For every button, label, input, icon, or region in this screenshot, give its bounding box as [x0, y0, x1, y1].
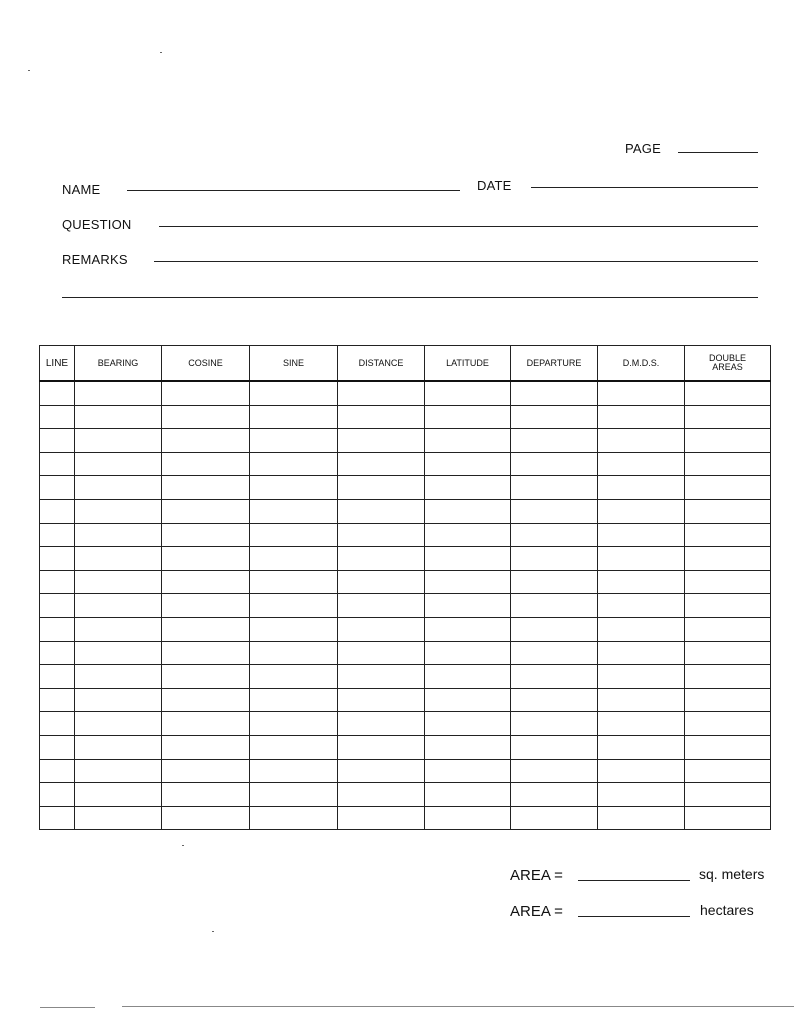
- cell-dmds[interactable]: [598, 617, 685, 641]
- cell-latitude[interactable]: [425, 783, 511, 807]
- cell-distance[interactable]: [338, 688, 425, 712]
- cell-latitude[interactable]: [425, 452, 511, 476]
- cell-bearing[interactable]: [75, 594, 162, 618]
- column-header-dmds: D.M.D.S.: [598, 346, 685, 382]
- unit-sq-meters: sq. meters: [699, 866, 765, 882]
- cell-cosine[interactable]: [162, 523, 250, 547]
- table-row: [40, 570, 771, 594]
- cell-latitude[interactable]: [425, 476, 511, 500]
- cell-cosine[interactable]: [162, 735, 250, 759]
- table-row: [40, 523, 771, 547]
- cell-dmds[interactable]: [598, 523, 685, 547]
- cell-double-areas[interactable]: [685, 688, 771, 712]
- name-field[interactable]: [127, 190, 460, 191]
- cell-departure[interactable]: [511, 381, 598, 405]
- cell-bearing[interactable]: [75, 452, 162, 476]
- cell-sine[interactable]: [250, 476, 338, 500]
- cell-cosine[interactable]: [162, 547, 250, 571]
- cell-dmds[interactable]: [598, 712, 685, 736]
- table-row: [40, 688, 771, 712]
- cell-line[interactable]: [40, 759, 75, 783]
- cell-dmds[interactable]: [598, 547, 685, 571]
- cell-distance[interactable]: [338, 499, 425, 523]
- cell-cosine[interactable]: [162, 641, 250, 665]
- cell-distance[interactable]: [338, 806, 425, 830]
- cell-line[interactable]: [40, 712, 75, 736]
- cell-departure[interactable]: [511, 641, 598, 665]
- cell-sine[interactable]: [250, 759, 338, 783]
- remarks-field[interactable]: [154, 261, 758, 262]
- cell-sine[interactable]: [250, 806, 338, 830]
- question-label: QUESTION: [62, 217, 132, 232]
- cell-line[interactable]: [40, 499, 75, 523]
- cell-line[interactable]: [40, 381, 75, 405]
- date-label: DATE: [477, 178, 512, 193]
- table-row: [40, 665, 771, 689]
- cell-latitude[interactable]: [425, 665, 511, 689]
- cell-double-areas[interactable]: [685, 476, 771, 500]
- cell-departure[interactable]: [511, 499, 598, 523]
- cell-cosine[interactable]: [162, 429, 250, 453]
- scan-edge-line: [40, 1007, 95, 1008]
- cell-distance[interactable]: [338, 381, 425, 405]
- cell-bearing[interactable]: [75, 712, 162, 736]
- cell-double-areas[interactable]: [685, 452, 771, 476]
- cell-dmds[interactable]: [598, 759, 685, 783]
- cell-dmds[interactable]: [598, 570, 685, 594]
- column-header-line: LINE: [40, 346, 75, 382]
- cell-line[interactable]: [40, 452, 75, 476]
- cell-bearing[interactable]: [75, 665, 162, 689]
- cell-distance[interactable]: [338, 405, 425, 429]
- cell-cosine[interactable]: [162, 759, 250, 783]
- cell-cosine[interactable]: [162, 499, 250, 523]
- cell-cosine[interactable]: [162, 570, 250, 594]
- cell-distance[interactable]: [338, 783, 425, 807]
- cell-latitude[interactable]: [425, 641, 511, 665]
- column-header-double-areas: DOUBLE AREAS: [685, 346, 771, 382]
- cell-sine[interactable]: [250, 665, 338, 689]
- cell-line[interactable]: [40, 429, 75, 453]
- unit-hectares: hectares: [700, 902, 754, 918]
- cell-line[interactable]: [40, 523, 75, 547]
- cell-departure[interactable]: [511, 712, 598, 736]
- scan-speck: [212, 931, 214, 932]
- table-row: [40, 594, 771, 618]
- cell-cosine[interactable]: [162, 688, 250, 712]
- scan-speck: [28, 70, 30, 71]
- cell-sine[interactable]: [250, 570, 338, 594]
- cell-dmds[interactable]: [598, 499, 685, 523]
- cell-dmds[interactable]: [598, 641, 685, 665]
- cell-line[interactable]: [40, 641, 75, 665]
- cell-dmds[interactable]: [598, 429, 685, 453]
- cell-line[interactable]: [40, 806, 75, 830]
- cell-cosine[interactable]: [162, 476, 250, 500]
- cell-distance[interactable]: [338, 641, 425, 665]
- cell-latitude[interactable]: [425, 547, 511, 571]
- cell-sine[interactable]: [250, 594, 338, 618]
- cell-distance[interactable]: [338, 523, 425, 547]
- table-row: [40, 806, 771, 830]
- cell-distance[interactable]: [338, 665, 425, 689]
- cell-double-areas[interactable]: [685, 617, 771, 641]
- scan-speck: [182, 845, 184, 846]
- cell-departure[interactable]: [511, 523, 598, 547]
- cell-bearing[interactable]: [75, 641, 162, 665]
- cell-line[interactable]: [40, 688, 75, 712]
- column-header-sine: SINE: [250, 346, 338, 382]
- question-field[interactable]: [159, 226, 758, 227]
- column-header-bearing: BEARING: [75, 346, 162, 382]
- name-label: NAME: [62, 182, 101, 197]
- cell-dmds[interactable]: [598, 735, 685, 759]
- cell-distance[interactable]: [338, 476, 425, 500]
- cell-bearing[interactable]: [75, 405, 162, 429]
- cell-bearing[interactable]: [75, 381, 162, 405]
- cell-latitude[interactable]: [425, 688, 511, 712]
- cell-line[interactable]: [40, 665, 75, 689]
- cell-latitude[interactable]: [425, 570, 511, 594]
- cell-double-areas[interactable]: [685, 405, 771, 429]
- cell-cosine[interactable]: [162, 594, 250, 618]
- cell-distance[interactable]: [338, 759, 425, 783]
- cell-latitude[interactable]: [425, 617, 511, 641]
- cell-bearing[interactable]: [75, 547, 162, 571]
- cell-cosine[interactable]: [162, 617, 250, 641]
- cell-sine[interactable]: [250, 381, 338, 405]
- table-row: [40, 476, 771, 500]
- cell-departure[interactable]: [511, 759, 598, 783]
- cell-double-areas[interactable]: [685, 499, 771, 523]
- column-header-distance: DISTANCE: [338, 346, 425, 382]
- cell-double-areas[interactable]: [685, 665, 771, 689]
- cell-dmds[interactable]: [598, 476, 685, 500]
- cell-double-areas[interactable]: [685, 594, 771, 618]
- cell-latitude[interactable]: [425, 594, 511, 618]
- cell-latitude[interactable]: [425, 381, 511, 405]
- cell-dmds[interactable]: [598, 783, 685, 807]
- cell-bearing[interactable]: [75, 523, 162, 547]
- table-row: [40, 452, 771, 476]
- cell-departure[interactable]: [511, 476, 598, 500]
- area-sq-meters-field[interactable]: [578, 880, 690, 881]
- table-row: [40, 783, 771, 807]
- cell-double-areas[interactable]: [685, 381, 771, 405]
- area-label-sq-meters: AREA =: [510, 867, 563, 884]
- cell-sine[interactable]: [250, 783, 338, 807]
- cell-departure[interactable]: [511, 429, 598, 453]
- table-row: [40, 712, 771, 736]
- cell-distance[interactable]: [338, 570, 425, 594]
- scan-edge-line: [122, 1006, 794, 1007]
- cell-double-areas[interactable]: [685, 429, 771, 453]
- cell-departure[interactable]: [511, 688, 598, 712]
- table-row: [40, 429, 771, 453]
- cell-departure[interactable]: [511, 783, 598, 807]
- cell-double-areas[interactable]: [685, 547, 771, 571]
- cell-line[interactable]: [40, 405, 75, 429]
- cell-latitude[interactable]: [425, 523, 511, 547]
- cell-distance[interactable]: [338, 452, 425, 476]
- cell-sine[interactable]: [250, 735, 338, 759]
- cell-departure[interactable]: [511, 452, 598, 476]
- cell-bearing[interactable]: [75, 570, 162, 594]
- cell-latitude[interactable]: [425, 712, 511, 736]
- cell-double-areas[interactable]: [685, 759, 771, 783]
- cell-distance[interactable]: [338, 594, 425, 618]
- cell-cosine[interactable]: [162, 712, 250, 736]
- page-field[interactable]: [678, 152, 758, 153]
- cell-departure[interactable]: [511, 547, 598, 571]
- cell-dmds[interactable]: [598, 452, 685, 476]
- cell-latitude[interactable]: [425, 759, 511, 783]
- cell-sine[interactable]: [250, 499, 338, 523]
- cell-double-areas[interactable]: [685, 641, 771, 665]
- cell-sine[interactable]: [250, 429, 338, 453]
- remarks-field-line-2[interactable]: [62, 297, 758, 298]
- cell-sine[interactable]: [250, 617, 338, 641]
- cell-departure[interactable]: [511, 617, 598, 641]
- cell-departure[interactable]: [511, 570, 598, 594]
- area-label-hectares: AREA =: [510, 903, 563, 920]
- cell-latitude[interactable]: [425, 806, 511, 830]
- cell-bearing[interactable]: [75, 476, 162, 500]
- traverse-table: [39, 345, 771, 830]
- cell-line[interactable]: [40, 547, 75, 571]
- cell-cosine[interactable]: [162, 452, 250, 476]
- cell-latitude[interactable]: [425, 429, 511, 453]
- cell-distance[interactable]: [338, 429, 425, 453]
- cell-distance[interactable]: [338, 712, 425, 736]
- page-label: PAGE: [625, 141, 661, 156]
- table-row: [40, 547, 771, 571]
- cell-latitude[interactable]: [425, 735, 511, 759]
- cell-latitude[interactable]: [425, 405, 511, 429]
- cell-double-areas[interactable]: [685, 735, 771, 759]
- cell-departure[interactable]: [511, 665, 598, 689]
- area-hectares-field[interactable]: [578, 916, 690, 917]
- cell-sine[interactable]: [250, 523, 338, 547]
- cell-dmds[interactable]: [598, 806, 685, 830]
- cell-dmds[interactable]: [598, 405, 685, 429]
- cell-line[interactable]: [40, 617, 75, 641]
- table-header-row: [40, 346, 771, 382]
- cell-bearing[interactable]: [75, 617, 162, 641]
- cell-dmds[interactable]: [598, 594, 685, 618]
- cell-bearing[interactable]: [75, 688, 162, 712]
- cell-dmds[interactable]: [598, 688, 685, 712]
- cell-bearing[interactable]: [75, 735, 162, 759]
- cell-sine[interactable]: [250, 641, 338, 665]
- column-header-latitude: LATITUDE: [425, 346, 511, 382]
- cell-departure[interactable]: [511, 735, 598, 759]
- cell-bearing[interactable]: [75, 806, 162, 830]
- table-row: [40, 641, 771, 665]
- table-body: [40, 381, 771, 830]
- cell-sine[interactable]: [250, 712, 338, 736]
- date-field[interactable]: [531, 187, 758, 188]
- column-header-cosine: COSINE: [162, 346, 250, 382]
- cell-cosine[interactable]: [162, 381, 250, 405]
- cell-bearing[interactable]: [75, 499, 162, 523]
- cell-double-areas[interactable]: [685, 806, 771, 830]
- table-row: [40, 499, 771, 523]
- cell-dmds[interactable]: [598, 381, 685, 405]
- remarks-label: REMARKS: [62, 252, 128, 267]
- cell-sine[interactable]: [250, 452, 338, 476]
- cell-cosine[interactable]: [162, 405, 250, 429]
- scan-speck: [160, 52, 162, 53]
- cell-cosine[interactable]: [162, 665, 250, 689]
- table-row: [40, 381, 771, 405]
- cell-double-areas[interactable]: [685, 523, 771, 547]
- cell-double-areas[interactable]: [685, 783, 771, 807]
- cell-double-areas[interactable]: [685, 712, 771, 736]
- table-row: [40, 759, 771, 783]
- table-row: [40, 735, 771, 759]
- cell-latitude[interactable]: [425, 499, 511, 523]
- cell-dmds[interactable]: [598, 665, 685, 689]
- cell-cosine[interactable]: [162, 806, 250, 830]
- cell-bearing[interactable]: [75, 429, 162, 453]
- table-row: [40, 617, 771, 641]
- cell-cosine[interactable]: [162, 783, 250, 807]
- cell-distance[interactable]: [338, 735, 425, 759]
- cell-departure[interactable]: [511, 806, 598, 830]
- cell-departure[interactable]: [511, 405, 598, 429]
- cell-line[interactable]: [40, 594, 75, 618]
- cell-sine[interactable]: [250, 547, 338, 571]
- column-header-departure: DEPARTURE: [511, 346, 598, 382]
- cell-departure[interactable]: [511, 594, 598, 618]
- cell-sine[interactable]: [250, 688, 338, 712]
- cell-sine[interactable]: [250, 405, 338, 429]
- cell-line[interactable]: [40, 783, 75, 807]
- cell-line[interactable]: [40, 735, 75, 759]
- cell-double-areas[interactable]: [685, 570, 771, 594]
- cell-distance[interactable]: [338, 617, 425, 641]
- table-row: [40, 405, 771, 429]
- cell-line[interactable]: [40, 476, 75, 500]
- cell-bearing[interactable]: [75, 759, 162, 783]
- cell-bearing[interactable]: [75, 783, 162, 807]
- cell-distance[interactable]: [338, 547, 425, 571]
- cell-line[interactable]: [40, 570, 75, 594]
